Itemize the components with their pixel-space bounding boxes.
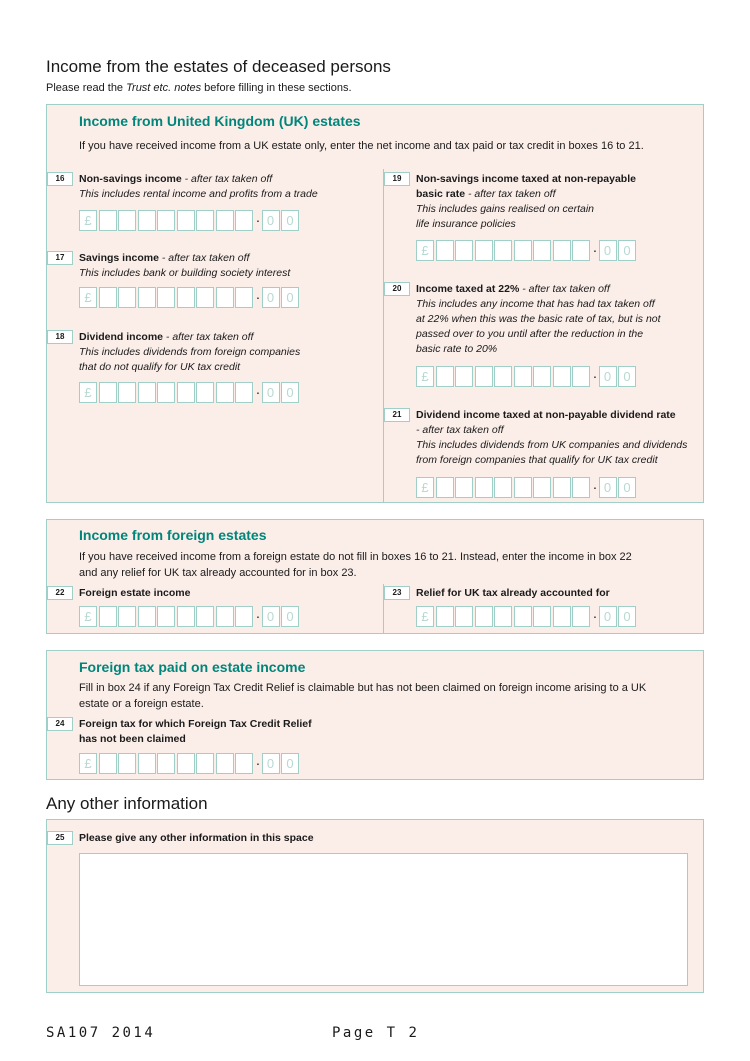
- box-20-label: [416, 282, 716, 357]
- foreign-estates-instructions: [79, 549, 632, 581]
- amount-input-17[interactable]: [79, 285, 301, 309]
- digit-cell[interactable]: [99, 753, 117, 774]
- label-bold: basic rate: [416, 188, 466, 200]
- foreign-estates-panel: [46, 519, 704, 634]
- digit-cell[interactable]: [118, 606, 136, 627]
- box-16-label: [79, 172, 379, 202]
- label-bold: Foreign estate income: [79, 587, 191, 599]
- pence-cell: 0: [262, 382, 280, 403]
- digit-cell[interactable]: [157, 287, 175, 308]
- digit-cell[interactable]: [157, 210, 175, 231]
- pence-cell: 0: [262, 287, 280, 308]
- uk-estates-instructions: If you have received income from a UK estate only, enter the net income and tax paid or tax credit in boxes 16 to 21.: [79, 140, 644, 152]
- pence-cell: 0: [599, 606, 617, 627]
- digit-cell[interactable]: [118, 287, 136, 308]
- digit-cell[interactable]: [118, 753, 136, 774]
- label-note: passed over to you until after the reduction in the: [416, 328, 644, 340]
- box-number: 25: [47, 831, 73, 845]
- digit-cell[interactable]: [475, 240, 493, 261]
- instructions-line: If you have received income from a foreign estate do not fill in boxes 16 to 21. Instead, enter the income in box 22: [79, 551, 632, 563]
- decimal-point: ·: [255, 754, 261, 771]
- digit-cell[interactable]: [455, 477, 473, 498]
- digit-cell[interactable]: [138, 606, 156, 627]
- label-bold: Dividend income: [79, 331, 164, 343]
- box-19-label: [416, 172, 716, 232]
- label-note: This includes rental income and profits from a trade: [79, 188, 318, 200]
- pence-cell: 0: [599, 240, 617, 261]
- box-number: 20: [384, 282, 410, 296]
- digit-cell[interactable]: [235, 210, 253, 231]
- label-note: that do not qualify for UK tax credit: [79, 361, 241, 373]
- pound-sign-cell: £: [79, 606, 97, 627]
- digit-cell[interactable]: [235, 753, 253, 774]
- box-18-label: [79, 330, 379, 375]
- digit-cell[interactable]: [216, 753, 234, 774]
- digit-cell[interactable]: [138, 210, 156, 231]
- digit-cell[interactable]: [514, 477, 532, 498]
- label-note: from foreign companies that qualify for UK tax credit: [416, 454, 658, 466]
- label-italic: - after tax taken off: [416, 424, 504, 436]
- digit-cell[interactable]: [138, 287, 156, 308]
- digit-cell[interactable]: [572, 606, 590, 627]
- box-19: [384, 172, 704, 262]
- digit-cell[interactable]: [196, 753, 214, 774]
- decimal-point: ·: [255, 607, 261, 624]
- label-italic: - after tax taken off: [158, 252, 250, 264]
- digit-cell[interactable]: [157, 606, 175, 627]
- digit-cell[interactable]: [138, 753, 156, 774]
- digit-cell[interactable]: [494, 606, 512, 627]
- label-bold: Please give any other information in this space: [79, 832, 314, 844]
- digit-cell[interactable]: [235, 382, 253, 403]
- digit-cell[interactable]: [533, 240, 551, 261]
- digit-cell[interactable]: [514, 240, 532, 261]
- decimal-point: ·: [592, 607, 598, 624]
- digit-cell[interactable]: [99, 382, 117, 403]
- digit-cell[interactable]: [436, 477, 454, 498]
- foreign-tax-instructions: [79, 680, 646, 712]
- digit-cell[interactable]: [177, 287, 195, 308]
- label-note: This includes gains realised on certain: [416, 203, 595, 215]
- label-note: This includes dividends from UK companies and dividends: [416, 439, 688, 451]
- digit-cell[interactable]: [235, 606, 253, 627]
- pence-cell: 0: [281, 606, 299, 627]
- digit-cell[interactable]: [99, 210, 117, 231]
- digit-cell[interactable]: [196, 210, 214, 231]
- digit-cell[interactable]: [177, 382, 195, 403]
- box-number: 21: [384, 408, 410, 422]
- form-reference: SA107 2014: [46, 1025, 156, 1041]
- box-20: [384, 282, 704, 392]
- digit-cell[interactable]: [494, 477, 512, 498]
- amount-input-19[interactable]: [416, 238, 638, 262]
- label-italic: - after tax taken off: [465, 188, 556, 200]
- label-bold: Savings income: [79, 252, 159, 264]
- digit-cell[interactable]: [494, 366, 512, 387]
- box-number: 22: [47, 586, 73, 600]
- digit-cell[interactable]: [99, 606, 117, 627]
- decimal-point: ·: [592, 241, 598, 258]
- label-bold: Non-savings income taxed at non-repayable: [416, 173, 636, 185]
- digit-cell[interactable]: [475, 366, 493, 387]
- decimal-point: ·: [255, 211, 261, 228]
- label-bold: Relief for UK tax already accounted for: [416, 587, 610, 599]
- label-note: life insurance policies: [416, 218, 516, 230]
- pound-sign-cell: £: [416, 366, 434, 387]
- box-23-label: [416, 586, 716, 601]
- digit-cell[interactable]: [216, 210, 234, 231]
- digit-cell[interactable]: [138, 382, 156, 403]
- pence-cell: 0: [599, 477, 617, 498]
- uk-estates-panel: [46, 104, 704, 503]
- section-intro: [46, 82, 352, 94]
- amount-input-22[interactable]: [79, 604, 301, 628]
- foreign-tax-panel: [46, 650, 704, 780]
- section-heading: Income from the estates of deceased persons: [46, 57, 391, 76]
- intro-notes-ref: Trust etc. notes: [126, 82, 202, 94]
- digit-cell[interactable]: [196, 382, 214, 403]
- pound-sign-cell: £: [79, 287, 97, 308]
- digit-cell[interactable]: [475, 606, 493, 627]
- digit-cell[interactable]: [157, 382, 175, 403]
- digit-cell[interactable]: [196, 606, 214, 627]
- digit-cell[interactable]: [533, 606, 551, 627]
- pound-sign-cell: £: [79, 382, 97, 403]
- digit-cell[interactable]: [196, 287, 214, 308]
- foreign-tax-title: Foreign tax paid on estate income: [79, 659, 306, 675]
- pence-cell: 0: [281, 382, 299, 403]
- box-22-label: [79, 586, 379, 601]
- intro-text: Please read the: [46, 82, 127, 94]
- box-17-label: [79, 251, 379, 281]
- box-21: [384, 408, 704, 503]
- decimal-point: ·: [255, 288, 261, 305]
- label-note: This includes bank or building society interest: [79, 267, 291, 279]
- digit-cell[interactable]: [436, 240, 454, 261]
- pound-sign-cell: £: [416, 606, 434, 627]
- box-24: [47, 717, 447, 779]
- digit-cell[interactable]: [235, 287, 253, 308]
- intro-text-end: before filling in these sections.: [201, 82, 352, 94]
- label-note: at 22% when this was the basic rate of tax, but is not: [416, 313, 661, 325]
- label-note: This includes dividends from foreign companies: [79, 346, 301, 358]
- label-bold: Income taxed at 22%: [416, 283, 520, 295]
- instructions-line: Fill in box 24 if any Foreign Tax Credit Relief is claimable but has not been claimed on foreign income arising to a UK: [79, 682, 647, 694]
- other-info-heading: Any other information: [46, 794, 208, 813]
- pence-cell: 0: [618, 366, 636, 387]
- label-italic: - after tax taken off: [519, 283, 610, 295]
- box-number: 17: [47, 251, 73, 265]
- pence-cell: 0: [262, 606, 280, 627]
- digit-cell[interactable]: [436, 366, 454, 387]
- amount-input-24[interactable]: [79, 751, 301, 775]
- box-24-label: [79, 717, 379, 747]
- digit-cell[interactable]: [533, 366, 551, 387]
- digit-cell[interactable]: [216, 382, 234, 403]
- digit-cell[interactable]: [514, 366, 532, 387]
- pound-sign-cell: £: [79, 210, 97, 231]
- other-info-panel: [46, 819, 704, 993]
- digit-cell[interactable]: [99, 287, 117, 308]
- amount-input-21[interactable]: [416, 475, 638, 499]
- label-note: basic rate to 20%: [416, 343, 498, 355]
- digit-cell[interactable]: [514, 606, 532, 627]
- amount-input-18[interactable]: [79, 380, 301, 404]
- digit-cell[interactable]: [572, 240, 590, 261]
- digit-cell[interactable]: [118, 382, 136, 403]
- pence-cell: 0: [281, 753, 299, 774]
- pound-sign-cell: £: [79, 753, 97, 774]
- box-number: 18: [47, 330, 73, 344]
- digit-cell[interactable]: [572, 477, 590, 498]
- page-number: Page T 2: [332, 1025, 420, 1041]
- pence-cell: 0: [262, 753, 280, 774]
- pence-cell: 0: [618, 477, 636, 498]
- digit-cell[interactable]: [177, 606, 195, 627]
- box-number: 16: [47, 172, 73, 186]
- pence-cell: 0: [281, 287, 299, 308]
- label-note: This includes any income that has had tax taken off: [416, 298, 655, 310]
- digit-cell[interactable]: [553, 366, 571, 387]
- foreign-estates-title: Income from foreign estates: [79, 527, 267, 543]
- digit-cell[interactable]: [494, 240, 512, 261]
- digit-cell[interactable]: [216, 287, 234, 308]
- pence-cell: 0: [618, 240, 636, 261]
- pence-cell: 0: [281, 210, 299, 231]
- digit-cell[interactable]: [475, 477, 493, 498]
- digit-cell[interactable]: [455, 606, 473, 627]
- label-bold: Dividend income taxed at non-payable dividend rate: [416, 409, 676, 421]
- instructions-line: estate or a foreign estate.: [79, 698, 204, 710]
- pence-cell: 0: [262, 210, 280, 231]
- pence-cell: 0: [618, 606, 636, 627]
- amount-input-16[interactable]: [79, 208, 301, 232]
- digit-cell[interactable]: [553, 606, 571, 627]
- digit-cell[interactable]: [216, 606, 234, 627]
- box-25: [47, 831, 447, 851]
- digit-cell[interactable]: [118, 210, 136, 231]
- box-number: 23: [384, 586, 410, 600]
- label-bold: has not been claimed: [79, 733, 186, 745]
- digit-cell[interactable]: [455, 240, 473, 261]
- instructions-line: and any relief for UK tax already accounted for in box 23.: [79, 567, 357, 579]
- pound-sign-cell: £: [416, 477, 434, 498]
- other-info-textarea[interactable]: [79, 853, 688, 986]
- box-23: [384, 586, 704, 631]
- digit-cell[interactable]: [177, 210, 195, 231]
- label-italic: - after tax taken off: [181, 173, 273, 185]
- digit-cell[interactable]: [455, 366, 473, 387]
- digit-cell[interactable]: [553, 477, 571, 498]
- digit-cell[interactable]: [177, 753, 195, 774]
- uk-estates-title: Income from United Kingdom (UK) estates: [79, 113, 361, 129]
- box-22: [47, 586, 383, 631]
- box-18: [47, 330, 383, 406]
- amount-input-20[interactable]: [416, 364, 638, 388]
- decimal-point: ·: [255, 383, 261, 400]
- pence-cell: 0: [599, 366, 617, 387]
- decimal-point: ·: [592, 478, 598, 495]
- box-number: 19: [384, 172, 410, 186]
- box-25-label: [79, 831, 379, 846]
- pound-sign-cell: £: [416, 240, 434, 261]
- digit-cell[interactable]: [157, 753, 175, 774]
- digit-cell[interactable]: [533, 477, 551, 498]
- digit-cell[interactable]: [436, 606, 454, 627]
- box-17: [47, 251, 383, 311]
- box-21-label: [416, 408, 706, 468]
- digit-cell[interactable]: [553, 240, 571, 261]
- decimal-point: ·: [592, 367, 598, 384]
- label-italic: - after tax taken off: [163, 331, 254, 343]
- label-bold: Foreign tax for which Foreign Tax Credit Relief: [79, 718, 312, 730]
- box-16: [47, 172, 383, 232]
- box-number: 24: [47, 717, 73, 731]
- amount-input-23[interactable]: [416, 604, 638, 628]
- label-bold: Non-savings income: [79, 173, 182, 185]
- digit-cell[interactable]: [572, 366, 590, 387]
